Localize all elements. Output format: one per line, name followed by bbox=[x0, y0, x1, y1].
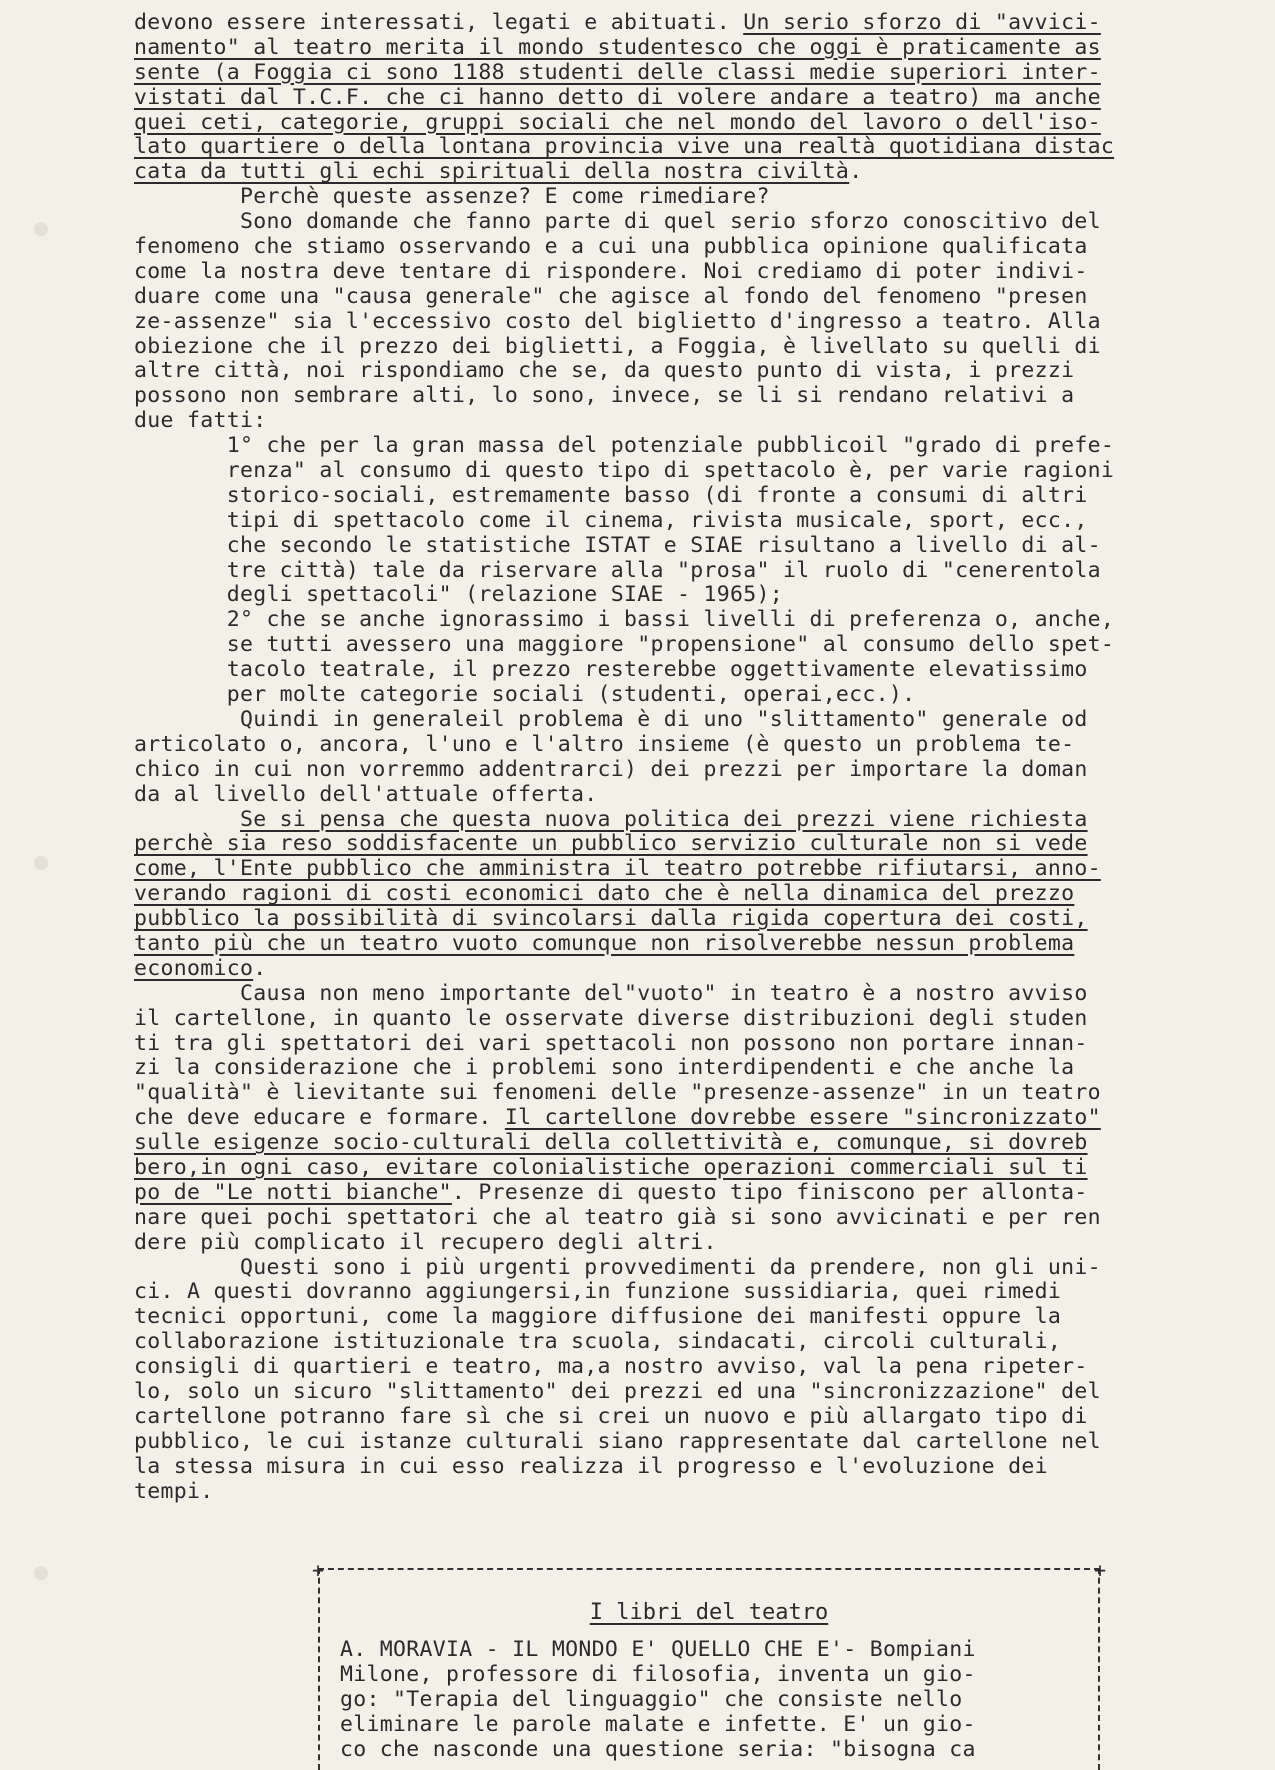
text-line bbox=[134, 832, 1264, 857]
box-title: I libri del teatro bbox=[589, 1600, 829, 1625]
text-segment: possono non sembrare alti, lo sono, invece, se li si rendano relativi a bbox=[134, 383, 1075, 409]
text-line bbox=[134, 907, 1264, 932]
underlined-text: vistati dal T.C.F. che ci hanno detto di volere andare a teatro) ma anche bbox=[134, 84, 1101, 110]
text-segment: la stessa misura in cui esso realizza il progresso e l'evoluzione dei bbox=[134, 1453, 1048, 1479]
box-text-line: eliminare le parole malate e infette. E' un gio- bbox=[340, 1711, 976, 1737]
text-segment: collaborazione istituzionale tra scuola, sindacati, circoli culturali, bbox=[134, 1329, 1062, 1355]
book-review-box bbox=[312, 1558, 1106, 1770]
text-segment: due fatti: bbox=[134, 408, 267, 434]
box-text-line: co che nasconde una questione seria: "bisogna ca bbox=[340, 1736, 976, 1762]
text-segment: tempi. bbox=[134, 1478, 214, 1504]
text-line bbox=[134, 633, 1264, 658]
text-segment: ti tra gli spettatori dei vari spettacoli non possono non portare innan- bbox=[134, 1030, 1088, 1056]
text-segment: ze-assenze" sia l'eccessivo costo del biglietto d'ingresso a teatro. Alla bbox=[134, 308, 1101, 334]
text-segment: fenomeno che stiamo osservando e a cui una pubblica opinione qualificata bbox=[134, 234, 1088, 260]
underlined-text: pubblico la possibilità di svincolarsi dalla rigida copertura dei costi, bbox=[134, 906, 1088, 932]
text-line bbox=[134, 559, 1264, 584]
text-segment: il cartellone, in quanto le osservate diverse distribuzioni degli studen bbox=[134, 1005, 1088, 1031]
text-line bbox=[134, 335, 1264, 360]
text-line bbox=[134, 285, 1264, 310]
text-line bbox=[134, 1405, 1264, 1430]
underlined-text: Un serio sforzo di "avvici- bbox=[743, 10, 1101, 35]
box-corner-mark: + bbox=[312, 1558, 325, 1582]
underlined-text: sulle esigenze socio-culturali della collettività e, comunque, si dovreb bbox=[134, 1130, 1088, 1156]
text-line bbox=[134, 1305, 1264, 1330]
text-segment: per molte categorie sociali (studenti, operai,ecc.). bbox=[134, 682, 916, 708]
text-line bbox=[134, 733, 1264, 758]
text-segment: degli spettacoli" (relazione SIAE - 1965); bbox=[134, 582, 783, 608]
text-line bbox=[134, 1380, 1264, 1405]
text-line bbox=[134, 434, 1264, 459]
text-line bbox=[134, 260, 1264, 285]
text-line bbox=[134, 882, 1264, 907]
text-segment: renza" al consumo di questo tipo di spettacolo è, per varie ragioni bbox=[134, 458, 1115, 484]
text-line bbox=[134, 808, 1264, 833]
text-line bbox=[134, 957, 1264, 982]
text-line bbox=[134, 758, 1264, 783]
text-segment bbox=[134, 807, 240, 832]
text-line bbox=[134, 185, 1264, 210]
text-segment: che deve educare e formare. bbox=[134, 1105, 505, 1131]
text-segment: storico-sociali, estremamente basso (di fronte a consumi di altri bbox=[134, 482, 1088, 508]
article-body bbox=[134, 11, 1264, 1504]
text-segment: Causa non meno importante del"vuoto" in teatro è a nostro avviso bbox=[134, 980, 1088, 1006]
text-line bbox=[134, 583, 1264, 608]
text-line bbox=[134, 1081, 1264, 1106]
text-segment: dere più complicato il recupero degli altri. bbox=[134, 1229, 717, 1255]
text-line bbox=[134, 310, 1264, 335]
text-line bbox=[134, 359, 1264, 384]
text-line bbox=[134, 1181, 1264, 1206]
text-line bbox=[134, 36, 1264, 61]
underlined-text: economico bbox=[134, 955, 254, 981]
text-segment: come la nostra deve tentare di rispondere. Noi crediamo di poter indivi- bbox=[134, 258, 1088, 284]
text-line bbox=[134, 1430, 1264, 1455]
text-segment: Quindi in generaleil problema è di uno "slittamento" generale od bbox=[134, 706, 1088, 732]
text-segment: consigli di quartieri e teatro, ma,a nostro avviso, val la pena ripeter- bbox=[134, 1354, 1088, 1380]
text-line bbox=[134, 235, 1264, 260]
text-line bbox=[134, 608, 1264, 633]
text-segment: "qualità" è lievitante sui fenomeni delle "presenze-assenze" in un teatro bbox=[134, 1080, 1101, 1106]
text-segment: chico in cui non vorremmo addentrarci) dei prezzi per importare la doman bbox=[134, 756, 1088, 782]
box-corner-mark: + bbox=[1093, 1558, 1106, 1582]
punch-hole bbox=[34, 1566, 48, 1580]
underlined-text: perchè sia reso soddisfacente un pubblico servizio culturale non si vede bbox=[134, 831, 1088, 857]
underlined-text: verando ragioni di costi economici dato che è nella dinamica del prezzo bbox=[134, 881, 1075, 907]
text-segment: obiezione che il prezzo dei biglietti, a Foggia, è livellato su quelli di bbox=[134, 333, 1101, 359]
text-line bbox=[134, 135, 1264, 160]
text-line bbox=[134, 409, 1264, 434]
text-line bbox=[134, 1231, 1264, 1256]
text-line bbox=[134, 1256, 1264, 1281]
text-segment: pubblico, le cui istanze culturali siano rappresentate dal cartellone nel bbox=[134, 1428, 1101, 1454]
box-text-line: go: "Terapia del linguaggio" che consiste nello bbox=[340, 1686, 963, 1712]
underlined-text: Il cartellone dovrebbe essere "sincronizzato" bbox=[504, 1105, 1101, 1131]
box-text-line: Milone, professore di filosofia, inventa un gio- bbox=[340, 1661, 976, 1687]
text-line bbox=[134, 459, 1264, 484]
text-line bbox=[134, 1106, 1264, 1131]
text-segment: Sono domande che fanno parte di quel serio sforzo conoscitivo del bbox=[134, 209, 1101, 235]
text-segment: tecnici opportuni, come la maggiore diffusione dei manifesti oppure la bbox=[134, 1304, 1062, 1330]
box-text-line: A. MORAVIA - IL MONDO E' QUELLO CHE E'- Bompiani bbox=[340, 1637, 976, 1662]
text-segment: zi la considerazione che i problemi sono interdipendenti e che anche la bbox=[134, 1055, 1075, 1081]
text-line bbox=[134, 857, 1264, 882]
text-line bbox=[134, 1455, 1264, 1480]
punch-hole bbox=[34, 856, 48, 870]
punch-hole bbox=[34, 222, 48, 236]
text-line bbox=[134, 783, 1264, 808]
text-line bbox=[134, 1280, 1264, 1305]
text-segment: nare quei pochi spettatori che al teatro già si sono avvicinati e per ren bbox=[134, 1204, 1101, 1230]
underlined-text: sente (a Foggia ci sono 1188 studenti delle classi medie superiori inter- bbox=[134, 59, 1101, 85]
text-line bbox=[134, 683, 1264, 708]
text-line bbox=[134, 1131, 1264, 1156]
text-segment: tre città) tale da riservare alla "prosa" il ruolo di "cenerentola bbox=[134, 557, 1101, 583]
text-segment: altre città, noi rispondiamo che se, da questo punto di vista, i prezzi bbox=[134, 358, 1075, 384]
text-line bbox=[134, 932, 1264, 957]
text-line bbox=[134, 658, 1264, 683]
text-line bbox=[134, 1206, 1264, 1231]
text-segment: ci. A questi dovranno aggiungersi,in funzione sussidiaria, quei rimedi bbox=[134, 1279, 1062, 1305]
text-segment: Perchè queste assenze? E come rimediare? bbox=[134, 184, 770, 210]
text-segment: duare come una "causa generale" che agisce al fondo del fenomeno "presen bbox=[134, 283, 1088, 309]
text-line bbox=[134, 86, 1264, 111]
text-segment: 1° che per la gran massa del potenziale pubblicoil "grado di prefe- bbox=[134, 433, 1115, 459]
text-line bbox=[134, 484, 1264, 509]
text-segment: . bbox=[253, 955, 267, 981]
text-line bbox=[134, 1032, 1264, 1057]
text-segment: se tutti avessero una maggiore "propensione" al consumo dello spet- bbox=[134, 632, 1115, 658]
text-line bbox=[134, 1056, 1264, 1081]
underlined-text: tanto più che un teatro vuoto comunque non risolverebbe nessun problema bbox=[134, 930, 1075, 956]
underlined-text: bero,in ogni caso, evitare colonialistiche operazioni commerciali sul ti bbox=[134, 1154, 1088, 1180]
text-line bbox=[134, 61, 1264, 86]
text-line bbox=[134, 982, 1264, 1007]
text-line bbox=[134, 1480, 1264, 1505]
text-segment: che secondo le statistiche ISTAT e SIAE risultano a livello di al- bbox=[134, 532, 1101, 558]
box-body bbox=[340, 1638, 1100, 1762]
underlined-text: namento" al teatro merita il mondo studentesco che oggi è praticamente as bbox=[134, 34, 1101, 60]
text-segment: 2° che se anche ignorassimo i bassi livelli di preferenza o, anche, bbox=[134, 607, 1115, 633]
text-segment: . Presenze di questo tipo finiscono per allonta- bbox=[451, 1179, 1088, 1205]
underlined-text: lato quartiere o della lontana provincia vive una realtà quotidiana distac bbox=[134, 134, 1115, 160]
text-line bbox=[134, 384, 1264, 409]
text-segment: . bbox=[849, 159, 863, 185]
underlined-text: cata da tutti gli echi spirituali della nostra civiltà bbox=[134, 159, 850, 185]
text-line bbox=[134, 509, 1264, 534]
underlined-text: quei ceti, categorie, gruppi sociali che nel mondo del lavoro o dell'iso- bbox=[134, 109, 1101, 135]
text-segment: cartellone potranno fare sì che si crei un nuovo e più allargato tipo di bbox=[134, 1403, 1088, 1429]
text-segment: tacolo teatrale, il prezzo resterebbe oggettivamente elevatissimo bbox=[134, 657, 1088, 683]
text-line bbox=[134, 160, 1264, 185]
text-segment: articolato o, ancora, l'uno e l'altro insieme (è questo un problema te- bbox=[134, 731, 1075, 757]
underlined-text: come, l'Ente pubblico che amministra il teatro potrebbe rifiutarsi, anno- bbox=[134, 856, 1101, 882]
text-line bbox=[134, 210, 1264, 235]
text-line bbox=[134, 1330, 1264, 1355]
underlined-text: po de "Le notti bianche" bbox=[134, 1179, 452, 1205]
text-line bbox=[134, 1355, 1264, 1380]
text-segment: Questi sono i più urgenti provvedimenti da prendere, non gli uni- bbox=[134, 1254, 1101, 1280]
text-line bbox=[134, 1156, 1264, 1181]
text-segment: da al livello dell'attuale offerta. bbox=[134, 781, 598, 807]
text-segment: tipi di spettacolo come il cinema, rivista musicale, sport, ecc., bbox=[134, 507, 1088, 533]
text-line bbox=[134, 111, 1264, 136]
text-segment: lo, solo un sicuro "slittamento" dei prezzi ed una "sincronizzazione" del bbox=[134, 1378, 1101, 1404]
text-line bbox=[134, 708, 1264, 733]
text-segment: devono essere interessati, legati e abituati. bbox=[134, 10, 744, 35]
underlined-text: Se si pensa che questa nuova politica dei prezzi viene richiesta bbox=[239, 806, 1088, 832]
text-line bbox=[134, 11, 1264, 36]
text-line bbox=[134, 534, 1264, 559]
text-line bbox=[134, 1007, 1264, 1032]
